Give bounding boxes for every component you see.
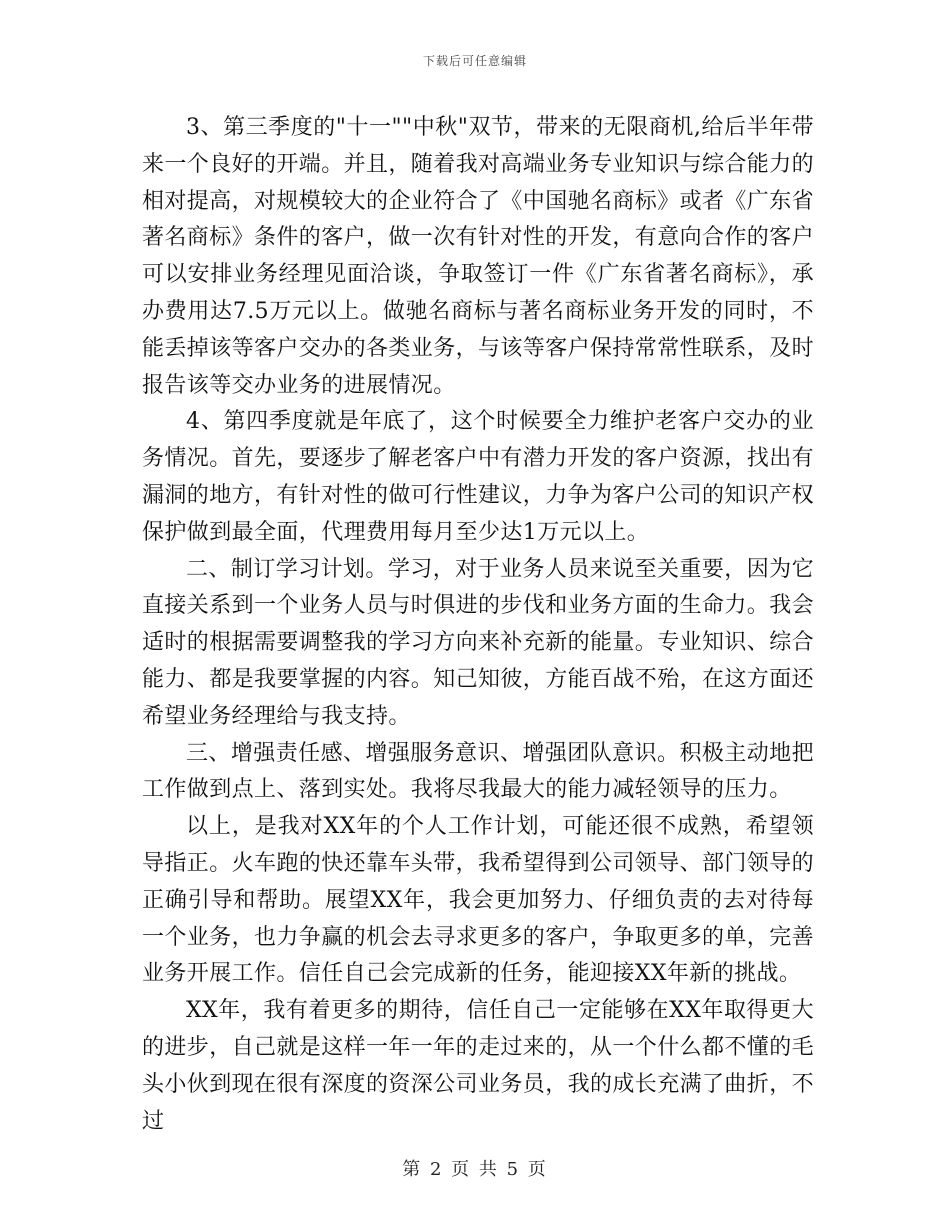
page-number-footer: 第 2 页 共 5 页 <box>402 1159 548 1180</box>
paragraph-summary: 以上，是我对XX年的个人工作计划，可能还很不成熟，希望领导指正。火车跑的快还靠车头带，我希望得到公司领导、部门领导的正确引导和帮助。展望XX年，我会更加努力、仔细负责的去对待每一个业务，也力争赢的机会去寻求更多的客户，争取更多的单，完善业务开展工作。信任自己会完成新的任务，能迎接XX年新的挑战。 <box>142 814 815 987</box>
document-body <box>142 110 814 1140</box>
paragraph-third-quarter: 3、第三季度的"十一""中秋"双节，带来的无限商机,给后半年带来一个良好的开端。并且，随着我对高端业务专业知识与综合能力的相对提高，对规模较大的企业符合了《中国驰名商标》或者《广东省著名商标》条件的客户，做一次有针对性的开发，有意向合作的客户可以安排业务经理见面洽谈，争取签订一件《广东省著名商标》，承办费用达7.5万元以上。做驰名商标与著名商标业务开发的同时，不能丢掉该等客户交办的各类业务，与该等客户保持常常性联系，及时报告该等交办业务的进展情况。 <box>142 115 815 398</box>
paragraph-responsibility: 三、增强责任感、增强服务意识、增强团队意识。积极主动地把工作做到点上、落到实处。我将尽我最大的能力减轻领导的压力。 <box>142 740 814 803</box>
page-header: 下载后可任意编辑 <box>422 54 527 68</box>
paragraph-study-plan: 二、制订学习计划。学习，对于业务人员来说至关重要，因为它直接关系到一个业务人员与时俱进的步伐和业务方面的生命力。我会适时的根据需要调整我的学习方向来补充新的能量。专业知识、综合能力、都是我要掌握的内容。知己知彼，方能百战不殆，在这方面还希望业务经理给与我支持。 <box>142 556 815 729</box>
paragraph-fourth-quarter: 4、第四季度就是年底了，这个时候要全力维护老客户交办的业务情况。首先，要逐步了解老客户中有潜力开发的客户资源，找出有漏洞的地方，有针对性的做可行性建议，力争为客户公司的知识产权保护做到最全面，代理费用每月至少达1万元以上。 <box>142 409 815 545</box>
paragraph-expectation: XX年，我有着更多的期待，信任自己一定能够在XX年取得更大的进步，自己就是这样一年一年的走过来的，从一个什么都不懂的毛头小伙到现在很有深度的资深公司业务员，我的成长充满了曲折，不过 <box>142 998 815 1134</box>
